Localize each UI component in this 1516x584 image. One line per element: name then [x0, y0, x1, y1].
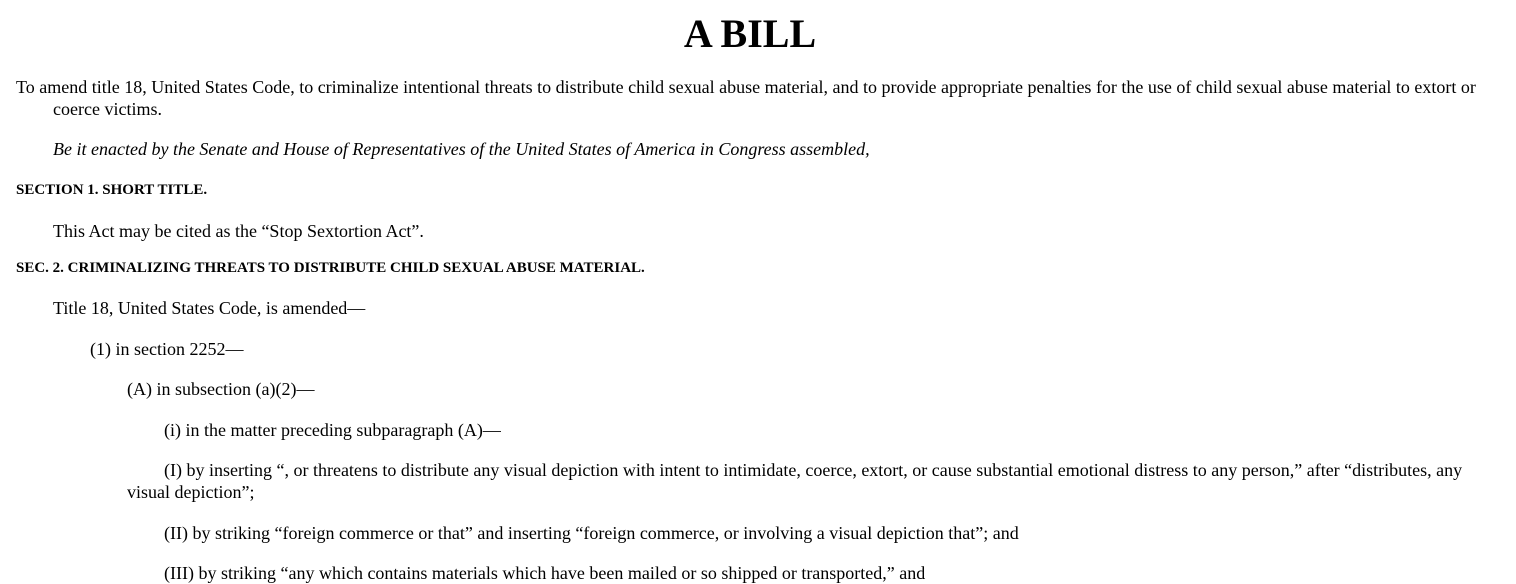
subparagraph-a: (A) in subsection (a)(2)— — [127, 379, 315, 399]
bill-title: A BILL — [683, 11, 817, 56]
paragraph-1: (1) in section 2252— — [90, 339, 244, 359]
subclause-I: (I) by inserting “, or threatens to distribute any visual depiction with intent to intimidate, coerce, extort, or cause substantial emotional distress to any person,” after “distributes, any visual depiction”; — [127, 460, 1463, 502]
section-1-heading: SECTION 1. SHORT TITLE. — [16, 182, 208, 198]
section-2-heading: SEC. 2. CRIMINALIZING THREATS TO DISTRIBUTE CHILD SEXUAL ABUSE MATERIAL. — [16, 260, 645, 276]
bill-purpose: To amend title 18, United States Code, to criminalize intentional threats to distribute child sexual abuse material, and to provide appropriate penalties for the use of child sexual abuse material to extort or coerce victims. — [16, 77, 1476, 119]
amendment-intro: Title 18, United States Code, is amended— — [53, 298, 366, 318]
enacting-clause: Be it enacted by the Senate and House of Representatives of the United States of America in Congress assembled, — [53, 139, 870, 159]
clause-i: (i) in the matter preceding subparagraph (A)— — [164, 420, 501, 440]
subclause-II: (II) by striking “foreign commerce or that” and inserting “foreign commerce, or involving a visual depiction that”; and — [164, 523, 1019, 543]
subclause-III: (III) by striking “any which contains materials which have been mailed or so shipped or transported,” and — [164, 563, 926, 583]
short-title-text: This Act may be cited as the “Stop Sextortion Act”. — [53, 221, 424, 241]
